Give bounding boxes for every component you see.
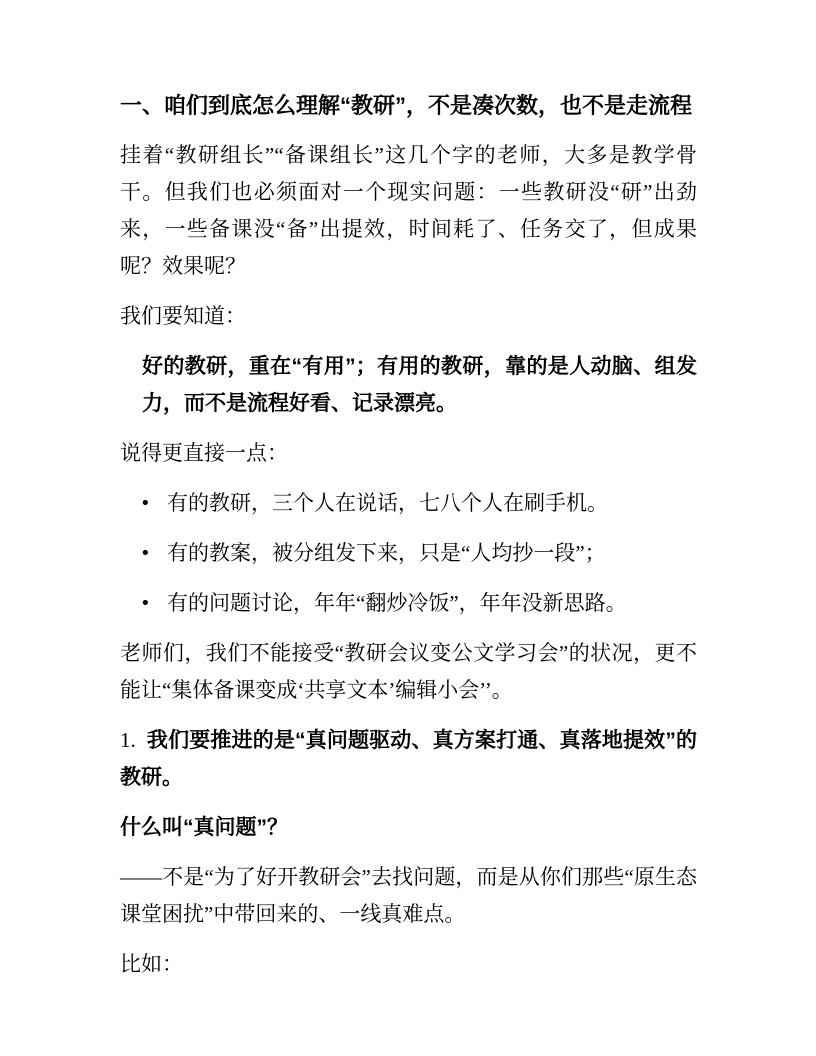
bullet-icon: • bbox=[140, 593, 151, 614]
list-item-text: 有的教研，三个人在说话，七八个人在刷手机。 bbox=[167, 491, 608, 515]
paragraph-teachers-appeal: 老师们，我们不能接受“教研会议变公文学习会”的状况，更不能让“集体备课变成‘共享文本’编辑小会’’。 bbox=[120, 641, 697, 702]
issue-list bbox=[120, 485, 697, 622]
list-item-text: 有的问题讨论，年年“翻炒冷饭”，年年没新思路。 bbox=[167, 591, 627, 615]
paragraph-for-example: 比如： bbox=[120, 952, 183, 976]
section-heading: 一、咱们到底怎么理解“教研”，不是凑次数，也不是走流程 bbox=[120, 93, 693, 118]
list-number: 1. bbox=[120, 728, 136, 752]
list-item-text: 有的教案，被分组发下来，只是“人均抄一段”； bbox=[167, 541, 606, 565]
bullet-icon: • bbox=[140, 543, 151, 564]
paragraph-more-direct: 说得更直接一点： bbox=[120, 441, 288, 465]
paragraph-we-should-know: 我们要知道： bbox=[120, 304, 246, 328]
paragraph-dash-explanation: ——不是“为了好开教研会”去找问题，而是从你们那些“原生态课堂困扰”中带回来的、一线真难点。 bbox=[120, 865, 697, 926]
sub-heading-what-is-real-problem: 什么叫“真问题”？ bbox=[120, 816, 288, 839]
list-item bbox=[120, 535, 697, 572]
list-item bbox=[120, 485, 697, 522]
paragraph-intro: 挂着“教研组长”“备课组长”这几个字的老师，大多是教学骨干。但我们也必须面对一个现实问题：一些教研没“研”出劲来，一些备课没“备”出提效，时间耗了、任务交了，但成果呢？效果呢？ bbox=[120, 143, 697, 278]
bullet-icon: • bbox=[140, 493, 151, 514]
list-item bbox=[120, 585, 697, 622]
numbered-heading-text: 我们要推进的是“真问题驱动、真方案打通、真落地提效”的教研。 bbox=[120, 729, 697, 789]
numbered-heading bbox=[120, 722, 697, 796]
key-point-statement: 好的教研，重在“有用”；有用的教研，靠的是人动脑、组发力，而不是流程好看、记录漂亮。 bbox=[142, 355, 697, 415]
